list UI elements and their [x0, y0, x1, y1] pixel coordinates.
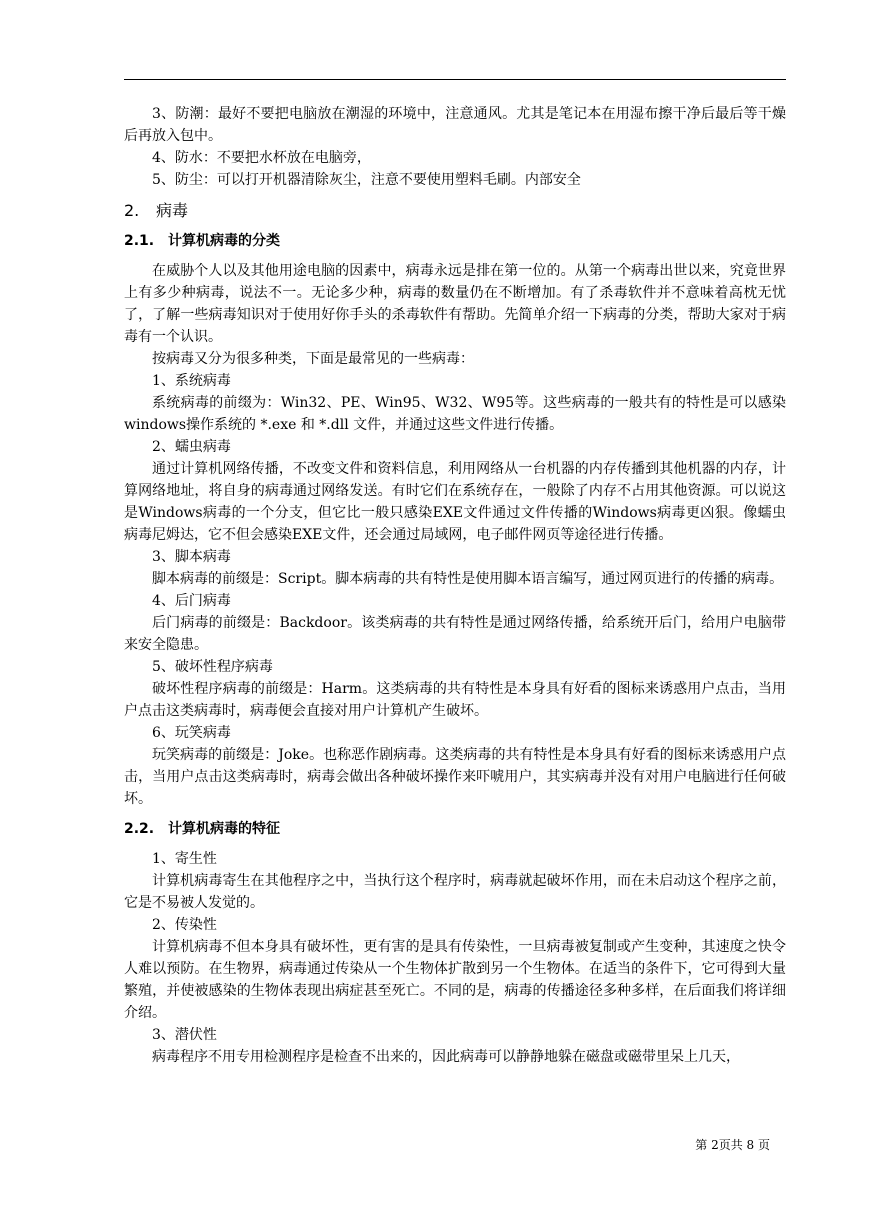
section-number: 2.	[124, 201, 140, 220]
page-content	[124, 103, 786, 1068]
list-item-heading: 3、脚本病毒	[152, 549, 231, 565]
section-title: 病毒	[156, 201, 189, 220]
list-item-heading: 5、破坏性程序病毒	[152, 659, 273, 675]
paragraph: 破坏性程序病毒的前缀是：Harm。这类病毒的共有特性是本身具有好看的图标来诱惑用户点击，当用户点击这类病毒时，病毒便会直接对用户计算机产生破坏。	[124, 681, 786, 719]
paragraph: 按病毒又分为很多种类，下面是最常见的一些病毒：	[152, 351, 474, 367]
paragraph: 5、防尘：可以打开机器清除灰尘，注意不要使用塑料毛刷。内部安全	[152, 172, 581, 188]
section-number: 2.2.	[124, 821, 155, 837]
section-heading-2-1	[124, 230, 786, 252]
paragraph: 在威胁个人以及其他用途电脑的因素中，病毒永远是排在第一位的。从第一个病毒出世以来，究竟世界上有多少种病毒，说法不一。无论多少种，病毒的数量仍在不断增加。有了杀毒软件并不意味着高枕无忧了，了解一些病毒知识对于使用好你手头的杀毒软件有帮助。先简单介绍一下病毒的分类，帮助大家对于病毒有一个认识。	[124, 263, 786, 345]
paragraph: 后门病毒的前缀是：Backdoor。该类病毒的共有特性是通过网络传播，给系统开后门，给用户电脑带来安全隐患。	[124, 615, 786, 653]
section-heading-2-2	[124, 818, 786, 840]
paragraph: 3、防潮：最好不要把电脑放在潮湿的环境中，注意通风。尤其是笔记本在用湿布擦干净后最后等干燥后再放入包中。	[124, 106, 786, 144]
section-title: 计算机病毒的分类	[168, 233, 280, 249]
list-item-heading: 2、蠕虫病毒	[152, 439, 231, 455]
section-number: 2.1.	[124, 233, 155, 249]
list-item-heading: 4、后门病毒	[152, 593, 231, 609]
section-heading-2	[124, 200, 786, 222]
header-rule	[124, 79, 786, 80]
paragraph: 玩笑病毒的前缀是：Joke。也称恶作剧病毒。这类病毒的共有特性是本身具有好看的图标来诱惑用户点击，当用户点击这类病毒时，病毒会做出各种破坏操作来吓唬用户，其实病毒并没有对用户电脑进行任何破坏。	[124, 747, 786, 807]
paragraph: 计算机病毒不但本身具有破坏性，更有害的是具有传染性，一旦病毒被复制或产生变种，其速度之快令人难以预防。在生物界，病毒通过传染从一个生物体扩散到另一个生物体。在适当的条件下，它可得到大量繁殖，并使被感染的生物体表现出病症甚至死亡。不同的是，病毒的传播途径多种多样，在后面我们将详细介绍。	[124, 939, 786, 1021]
paragraph: 计算机病毒寄生在其他程序之中，当执行这个程序时，病毒就起破坏作用，而在未启动这个程序之前，它是不易被人发觉的。	[124, 873, 786, 911]
paragraph: 4、防水：不要把水杯放在电脑旁，	[152, 150, 371, 166]
paragraph: 系统病毒的前缀为：Win32、PE、Win95、W32、W95等。这些病毒的一般共有的特性是可以感染windows操作系统的 *.exe 和 *.dll 文件，并通过这些文件进行传播。	[124, 395, 786, 433]
list-item-heading: 2、传染性	[152, 917, 217, 933]
list-item-heading: 3、潜伏性	[152, 1027, 217, 1043]
paragraph: 通过计算机网络传播，不改变文件和资料信息，利用网络从一台机器的内存传播到其他机器的内存，计算网络地址，将自身的病毒通过网络发送。有时它们在系统存在，一般除了内存不占用其他资源。可以说这是Windows病毒的一个分支，但它比一般只感染EXE文件通过文件传播的Windows病毒更凶狠。像蠕虫病毒尼姆达，它不但会感染EXE文件，还会通过局域网，电子邮件网页等途径进行传播。	[124, 461, 786, 543]
list-item-heading: 1、寄生性	[152, 851, 217, 867]
list-item-heading: 6、玩笑病毒	[152, 725, 231, 741]
page-footer: 第 2页共 8 页	[695, 1138, 770, 1152]
paragraph: 脚本病毒的前缀是：Script。脚本病毒的共有特性是使用脚本语言编写，通过网页进行的传播的病毒。	[152, 571, 784, 587]
list-item-heading: 1、系统病毒	[152, 373, 231, 389]
paragraph: 病毒程序不用专用检测程序是检查不出来的，因此病毒可以静静地躲在磁盘或磁带里呆上几天，	[152, 1049, 740, 1065]
section-title: 计算机病毒的特征	[168, 821, 280, 837]
